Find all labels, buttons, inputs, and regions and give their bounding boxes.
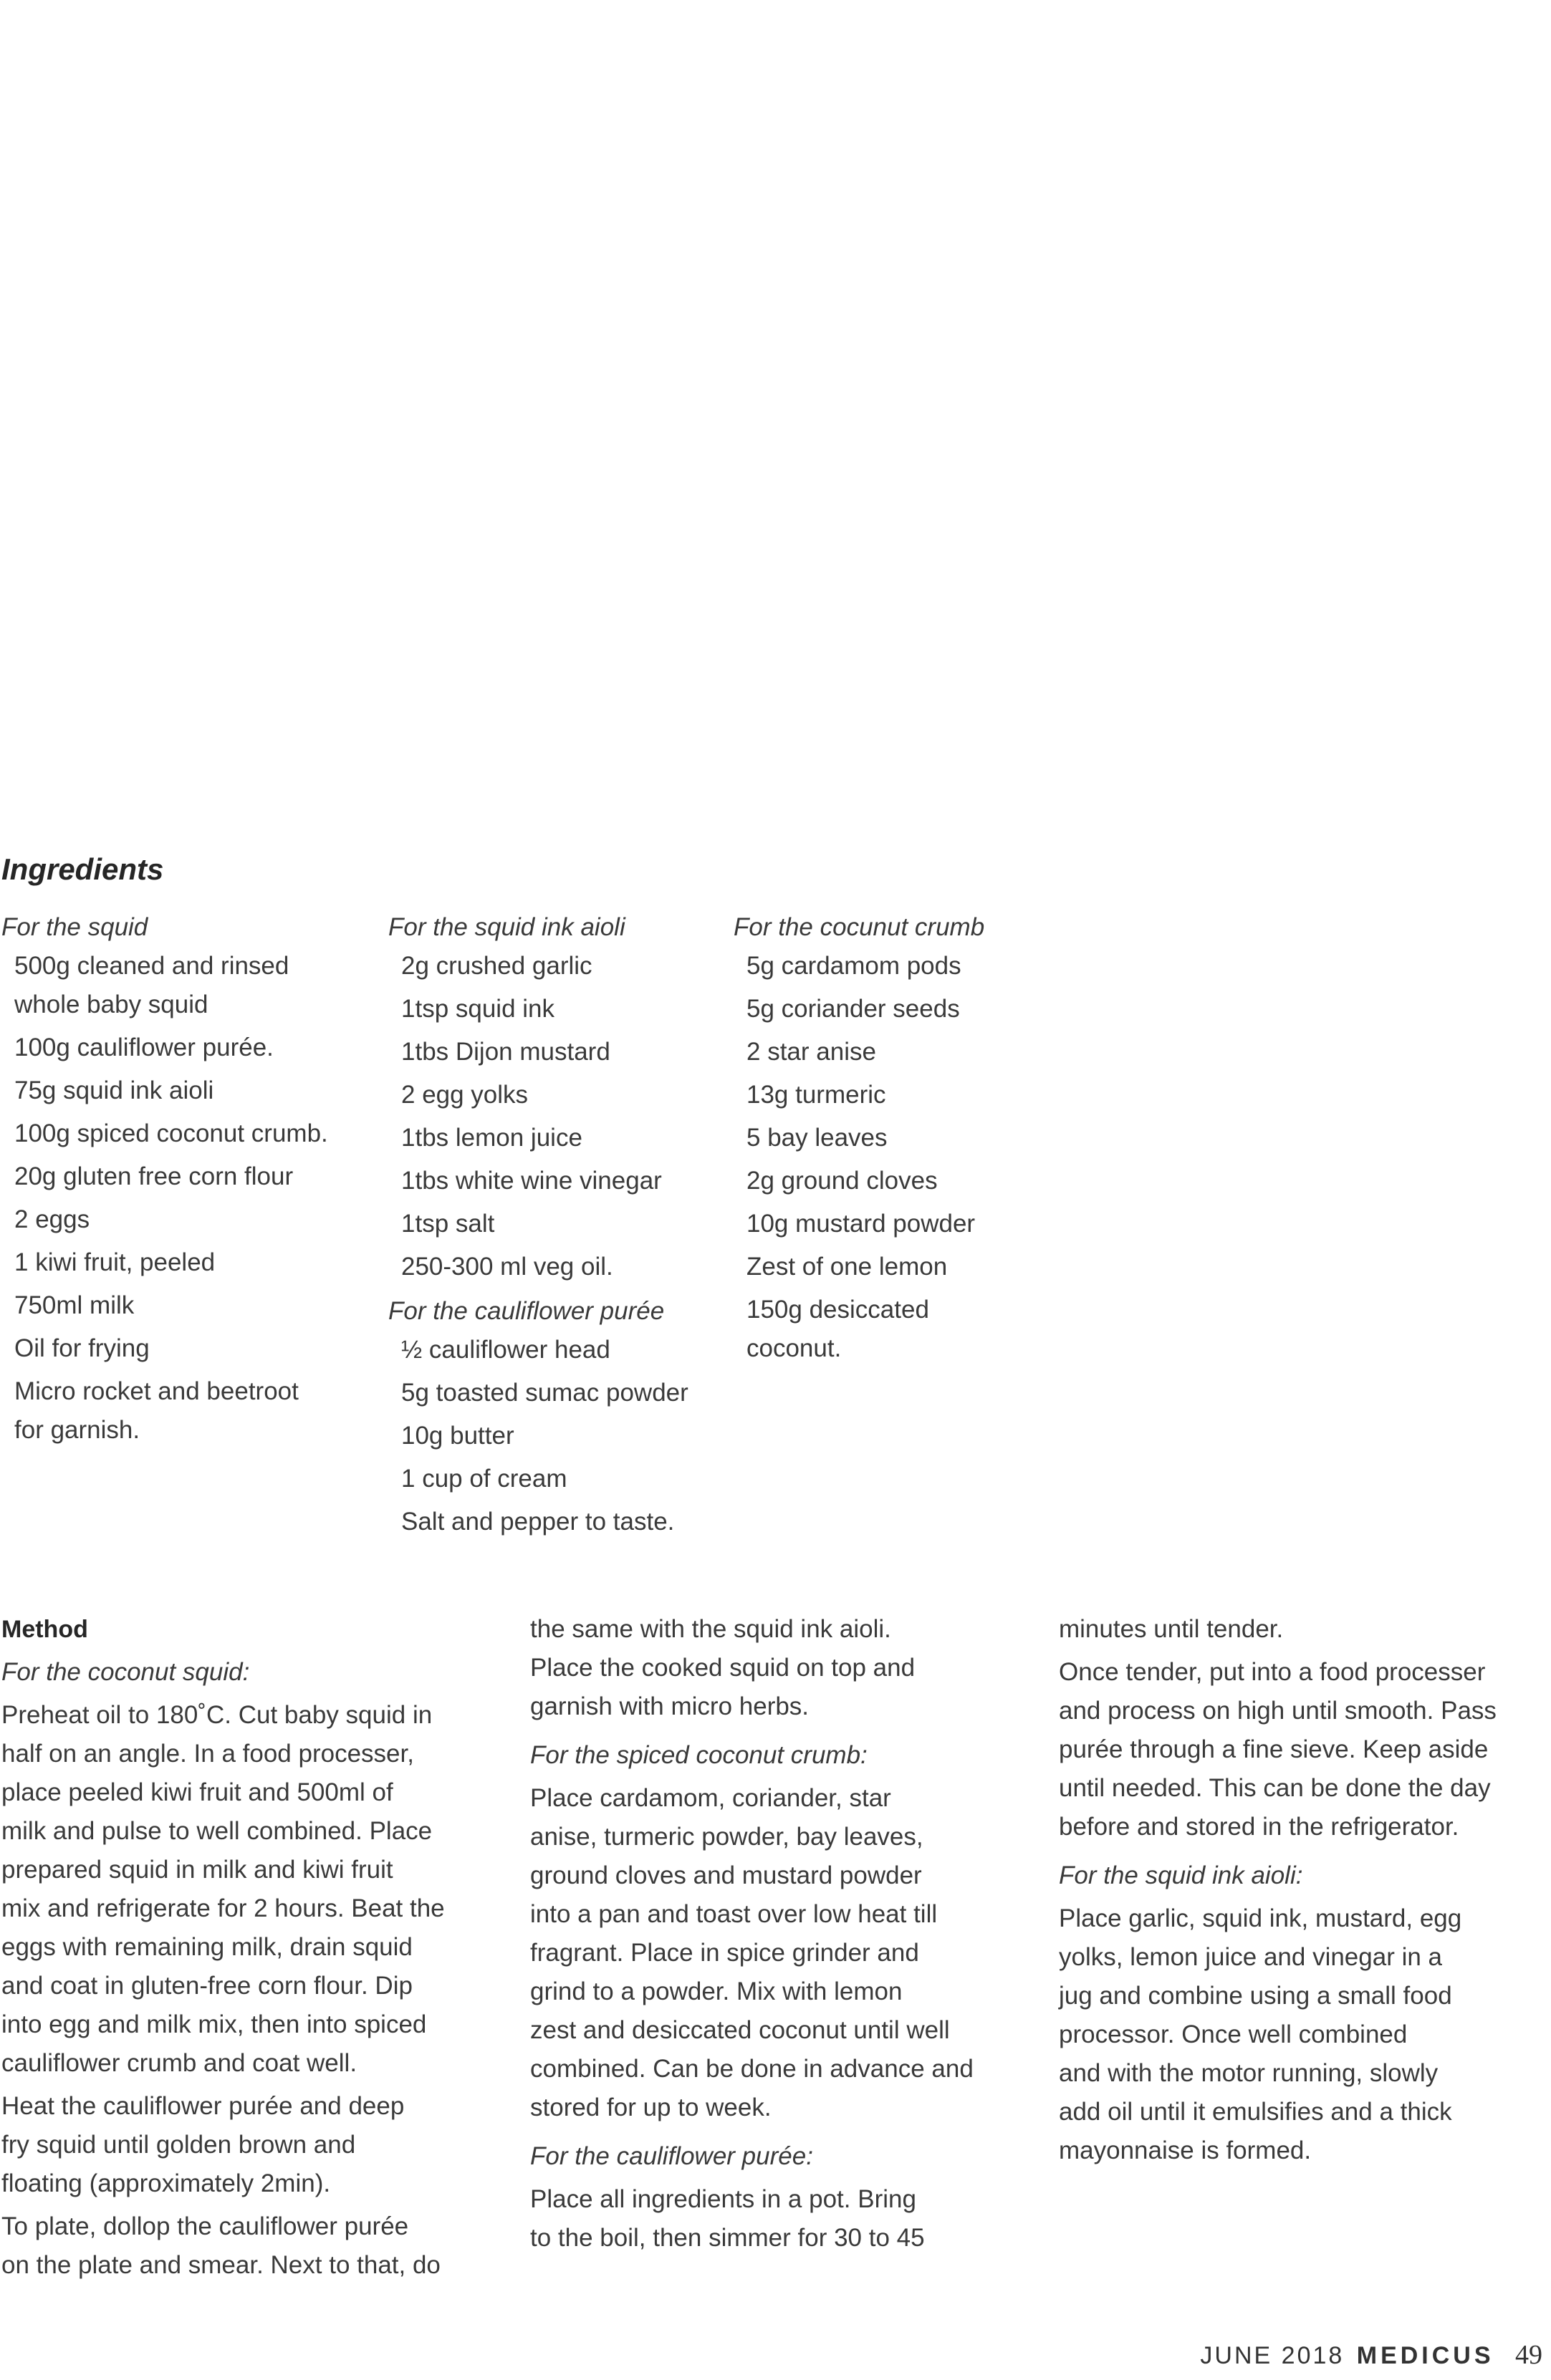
issue-date: JUNE 2018 — [1200, 2342, 1345, 2369]
ingredient-item: 100g cauliflower purée. — [14, 1034, 274, 1061]
ingredient-item: 2g crushed garlic — [401, 952, 592, 980]
method-paragraph: Place cardamom, coriander, star anise, turmeric powder, bay leaves, ground cloves and mustard powder into a pan and toast over low heat till fragrant. Place in spice grinder and grind to a powder. Mix with lemon zest and desiccated coconut until well combined. Can be done in advance and stored for up to week. — [530, 1784, 974, 2121]
method-crumb-subheading: For the spiced coconut crumb: — [530, 1741, 868, 1769]
magazine-name: MEDICUS — [1356, 2342, 1494, 2369]
ingredient-item: 1tsp squid ink — [401, 995, 555, 1023]
ingredient-item: 750ml milk — [14, 1291, 135, 1319]
method-column-3 — [1059, 1610, 1546, 2174]
squid-ingredient-list — [1, 947, 360, 1450]
ingredient-item: 100g spiced coconut crumb. — [14, 1119, 328, 1147]
ingredient-item: Salt and pepper to taste. — [401, 1508, 675, 1536]
ingredient-item: 5g coriander seeds — [746, 995, 960, 1023]
page-number: 49 — [1515, 2340, 1542, 2370]
ingredient-item: 1tsp salt — [401, 1210, 495, 1238]
ingredient-item: 1 kiwi fruit, peeled — [14, 1248, 216, 1276]
ingredient-item: 75g squid ink aioli — [14, 1076, 214, 1104]
method-paragraph: Heat the cauliflower purée and deep fry squid until golden brown and floating (approximately 2min). — [1, 2092, 405, 2197]
method-paragraph: To plate, dollop the cauliflower purée on the plate and smear. Next to that, do — [1, 2212, 441, 2279]
ingredient-item: 2 star anise — [746, 1038, 876, 1066]
method-paragraph: Preheat oil to 180˚C. Cut baby squid in half on an angle. In a food processer, place peeled kiwi fruit and 500ml of milk and pulse to well combined. Place prepared squid in milk and kiwi fruit mix and refrigerate for 2 hours. Beat the eggs with remaining milk, drain squid and coat in gluten-free corn flour. Dip into egg and milk mix, then into spiced cauliflower crumb and coat well. — [1, 1701, 445, 2077]
method-paragraph: the same with the squid ink aioli. Place the cooked squid on top and garnish with micro herbs. — [530, 1615, 916, 1720]
method-aioli-subheading: For the squid ink aioli: — [1059, 1861, 1303, 1889]
ingredient-item: 13g turmeric — [746, 1081, 886, 1109]
ingredient-item: 5g cardamom pods — [746, 952, 961, 980]
ingredient-item: 5 bay leaves — [746, 1124, 888, 1152]
ingredient-item: 1tbs Dijon mustard — [401, 1038, 610, 1066]
ingredient-item: 10g butter — [401, 1422, 514, 1450]
ingredient-item: Zest of one lemon — [746, 1253, 948, 1281]
ingredient-item: 2 egg yolks — [401, 1081, 529, 1109]
ingredient-item: 1 cup of cream — [401, 1465, 567, 1493]
method-puree-subheading: For the cauliflower purée: — [530, 2142, 813, 2170]
method-column-2 — [530, 1610, 1032, 2262]
method-column-1 — [1, 1610, 496, 2289]
aioli-subheading: For the squid ink aioli — [388, 913, 625, 941]
method-coconut-squid-subheading: For the coconut squid: — [1, 1658, 250, 1686]
ingredients-aioli-column — [388, 908, 732, 1546]
ingredient-item: 150g desiccated coconut. — [746, 1296, 929, 1362]
ingredient-item: 500g cleaned and rinsed whole baby squid — [14, 952, 289, 1018]
ingredient-item: 1tbs white wine vinegar — [401, 1167, 662, 1195]
ingredient-item: Oil for frying — [14, 1334, 150, 1362]
ingredient-item: Micro rocket and beetroot for garnish. — [14, 1377, 299, 1444]
ingredient-item: 1tbs lemon juice — [401, 1124, 582, 1152]
ingredient-item: 250-300 ml veg oil. — [401, 1253, 613, 1281]
method-paragraph: Place all ingredients in a pot. Bring to the boil, then simmer for 30 to 45 — [530, 2185, 925, 2252]
ingredient-item: ½ cauliflower head — [401, 1336, 610, 1364]
cauliflower-subheading: For the cauliflower purée — [388, 1297, 665, 1325]
page-footer — [1200, 2339, 1542, 2371]
squid-subheading: For the squid — [1, 913, 148, 941]
aioli-ingredient-list — [388, 947, 732, 1286]
method-paragraph: Once tender, put into a food processer and process on high until smooth. Pass purée through a fine sieve. Keep aside until needed. This can be done the day before and stored in the refrigerator. — [1059, 1658, 1497, 1841]
ingredient-item: 20g gluten free corn flour — [14, 1162, 294, 1190]
ingredients-crumb-column — [734, 908, 1077, 1372]
crumb-subheading: For the cocunut crumb — [734, 913, 985, 941]
ingredient-item: 2g ground cloves — [746, 1167, 938, 1195]
ingredients-heading: Ingredients — [1, 852, 164, 886]
ingredients-squid-column — [1, 908, 360, 1454]
cauliflower-ingredient-list — [388, 1331, 732, 1541]
crumb-ingredient-list — [734, 947, 1077, 1368]
ingredient-item: 2 eggs — [14, 1205, 90, 1233]
method-paragraph: Place garlic, squid ink, mustard, egg yolks, lemon juice and vinegar in a jug and combine using a small food processor. Once well combined and with the motor running, slowly add oil until it emulsifies and a thick mayonnaise is formed. — [1059, 1904, 1462, 2164]
ingredient-item: 5g toasted sumac powder — [401, 1379, 688, 1407]
method-paragraph: minutes until tender. — [1059, 1615, 1284, 1643]
ingredient-item: 10g mustard powder — [746, 1210, 976, 1238]
method-heading: Method — [1, 1616, 88, 1643]
